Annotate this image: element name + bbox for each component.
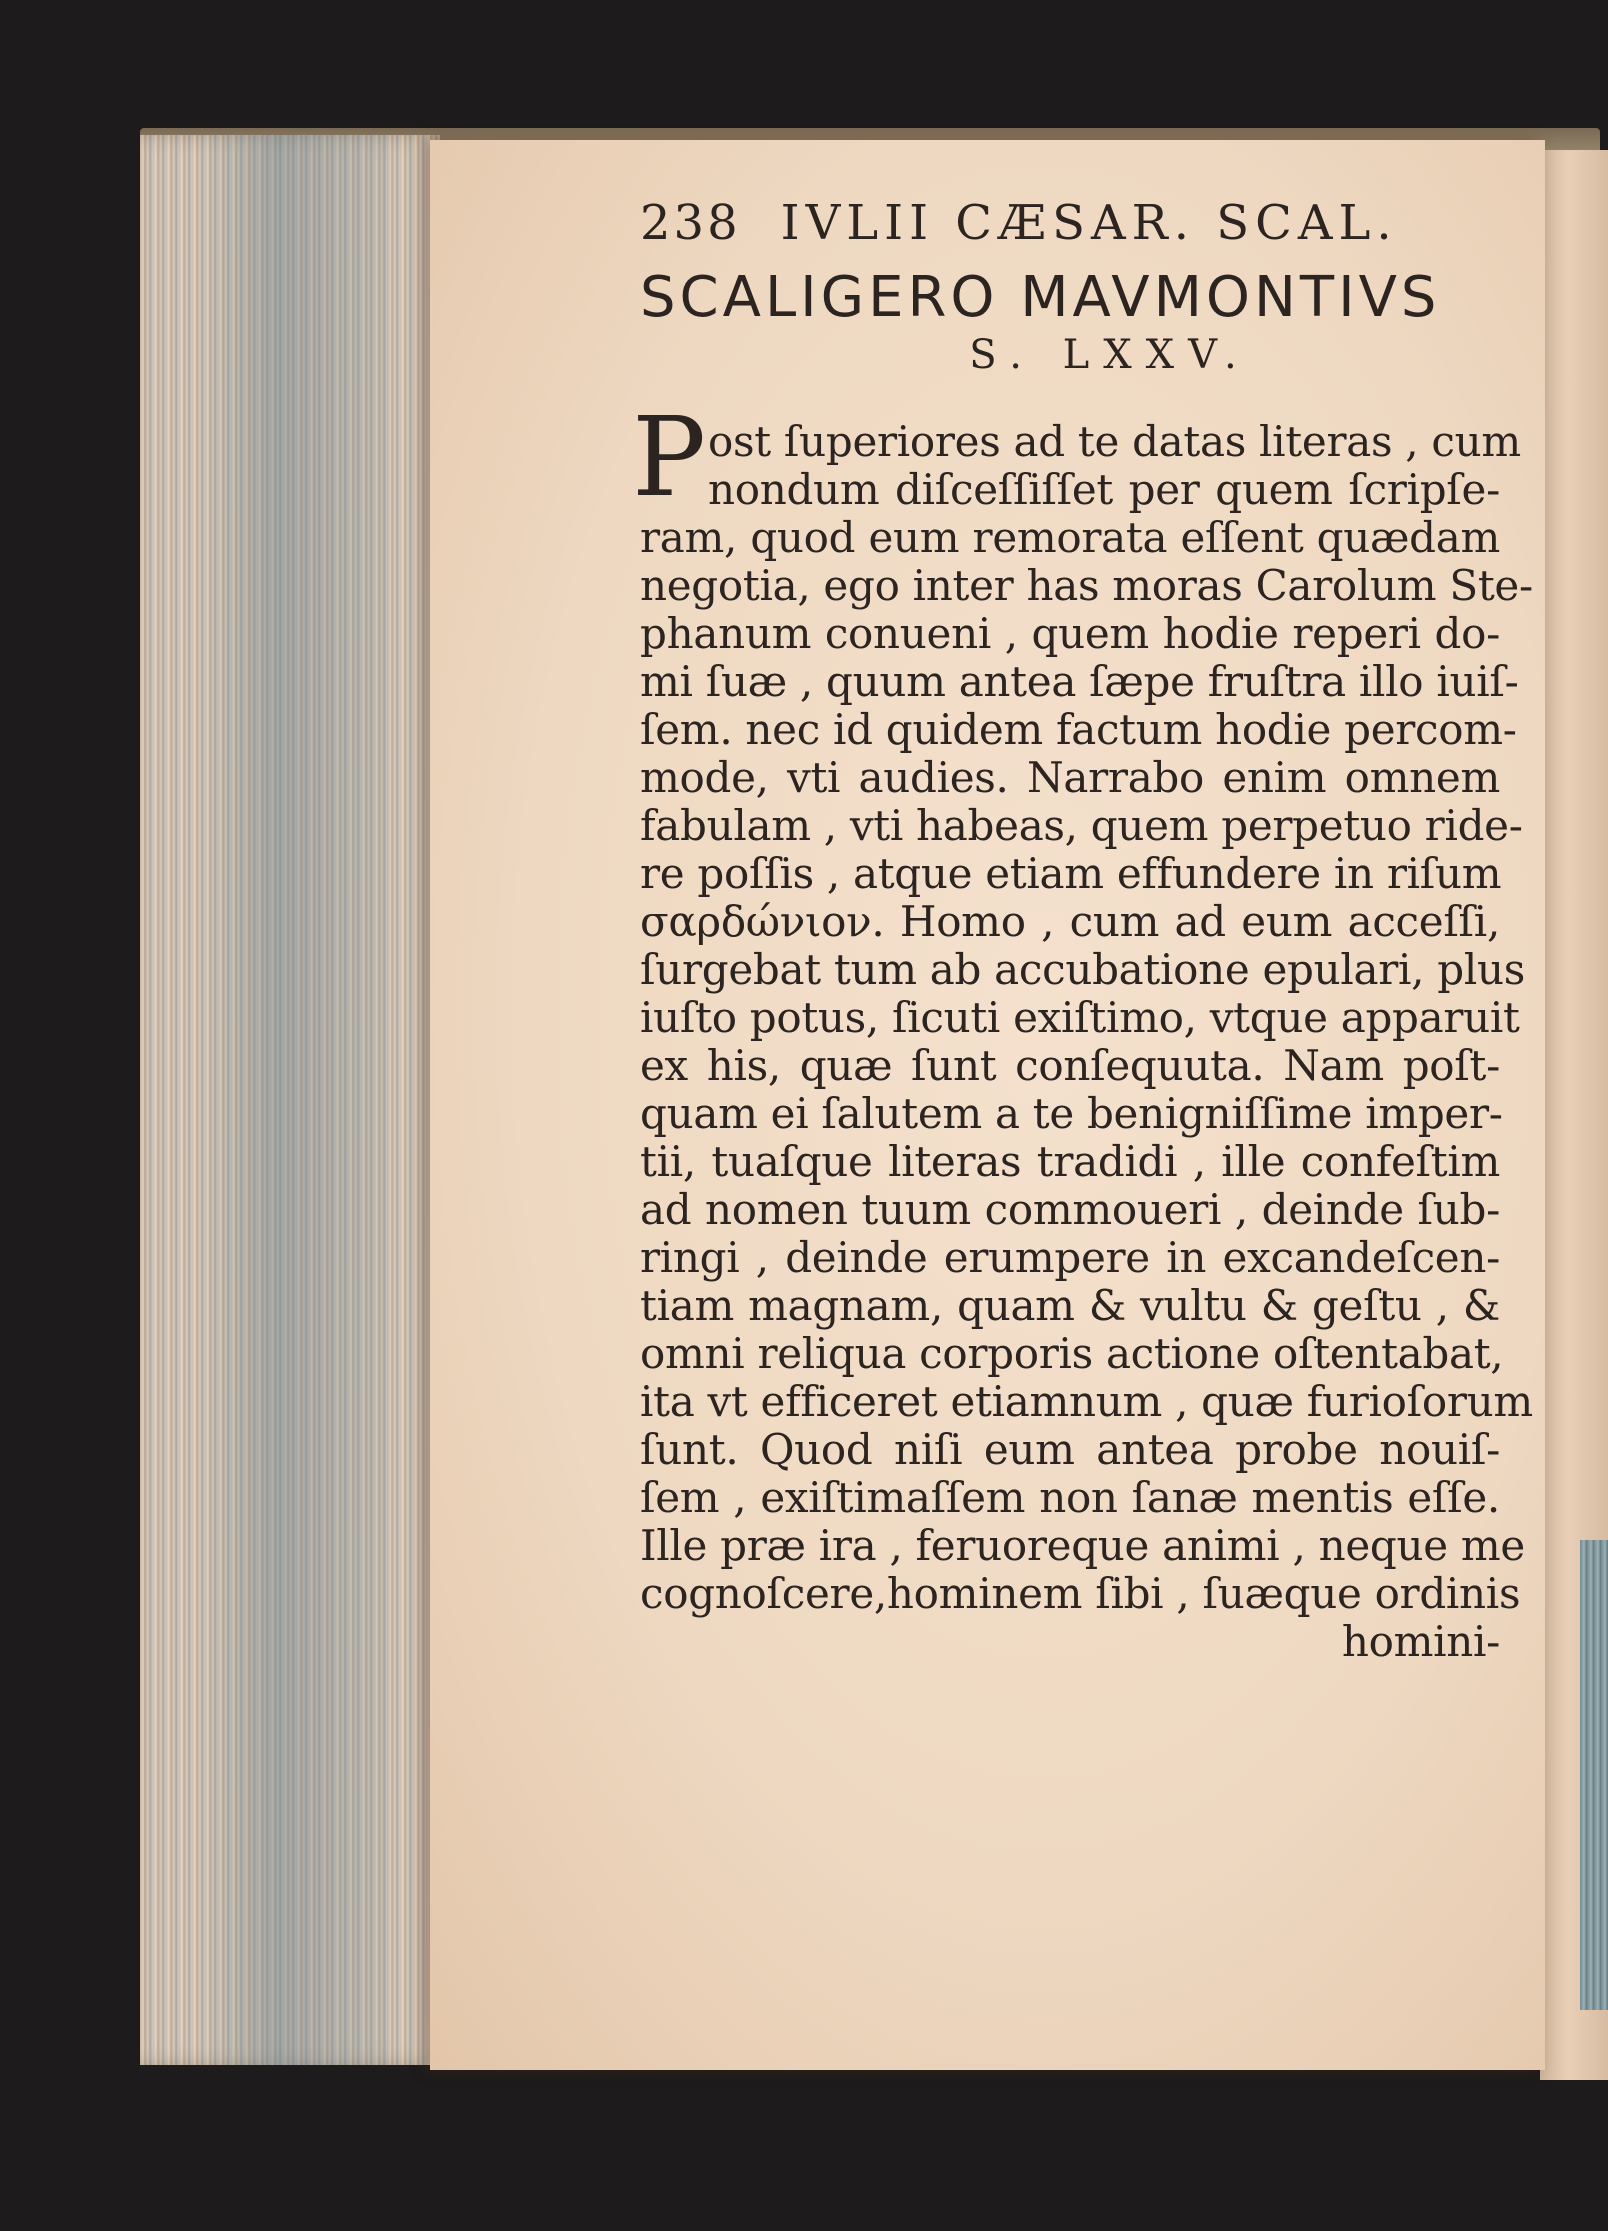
text-line: ſurgebat tum ab accubatione epulari, plus	[640, 945, 1525, 994]
text-line: mi ſuæ , quum antea ſæpe fruſtra illo iuiſ-	[640, 657, 1519, 706]
page-text	[632, 195, 1533, 1666]
text-line: ſem , exiſtimaſſem non ſanæ mentis eſſe.	[640, 1473, 1500, 1522]
page-number: 238	[640, 195, 741, 251]
running-head	[640, 195, 1500, 251]
text-line: fabulam , vti habeas, quem perpetuo ride-	[640, 801, 1523, 850]
letter-number: S. LXXV.	[969, 332, 1251, 378]
text-line: nondum diſceſſiſſet per quem ſcripſe-	[708, 465, 1500, 514]
letter-heading: SCALIGERO MAVMONTIVS	[640, 265, 1441, 330]
text-line: omni reliqua corporis actione oſtentabat,	[640, 1329, 1504, 1378]
text-line: quam ei ſalutem a te benigniſſime imper-	[640, 1089, 1503, 1138]
text-line: ex his, quæ ſunt conſequuta. Nam poſt-	[640, 1041, 1500, 1090]
text-line: cognoſcere,hominem ſibi , ſuæque ordinis	[640, 1569, 1521, 1618]
text-line: iuſto potus, ſicuti exiſtimo, vtque apparuit	[640, 993, 1520, 1042]
letter-body	[632, 393, 1533, 1666]
text-line: negotia, ego inter has moras Carolum Ste-	[640, 561, 1533, 610]
running-head-title: IVLII CÆSAR. SCAL.	[780, 195, 1398, 251]
text-line: ringi , deinde erumpere in excandeſcen-	[640, 1233, 1500, 1282]
text-line: Ille præ ira , feruoreque animi , neque me	[640, 1521, 1525, 1570]
drop-cap: P	[632, 393, 707, 521]
catchword: homini-	[1341, 1617, 1500, 1666]
text-line: mode, vti audies. Narrabo enim omnem	[640, 753, 1500, 802]
page-block-edges	[140, 135, 440, 2065]
text-line: σαρδώνιον. Homo , cum ad eum acceſſi,	[640, 897, 1500, 946]
text-line: ost ſuperiores ad te datas literas , cum	[708, 417, 1521, 466]
text-line: re poſſis , atque etiam effundere in riſum	[640, 849, 1502, 898]
text-line: tii, tuaſque literas tradidi , ille confeſtim	[640, 1137, 1500, 1186]
text-line: ita vt efficeret etiamnum , quæ furioſorum	[640, 1377, 1533, 1426]
facing-page-block	[1580, 1540, 1608, 2010]
text-line: ram, quod eum remorata eſſent quædam	[640, 513, 1500, 562]
text-line: ſunt. Quod niſi eum antea probe nouiſ-	[640, 1425, 1500, 1474]
text-line: ſem. nec id quidem factum hodie percom-	[640, 705, 1517, 754]
text-line: ad nomen tuum commoueri , deinde ſub-	[640, 1185, 1500, 1234]
text-line: phanum conueni , quem hodie reperi do-	[640, 609, 1500, 658]
text-line: tiam magnam, quam & vultu & geſtu , &	[640, 1281, 1500, 1330]
